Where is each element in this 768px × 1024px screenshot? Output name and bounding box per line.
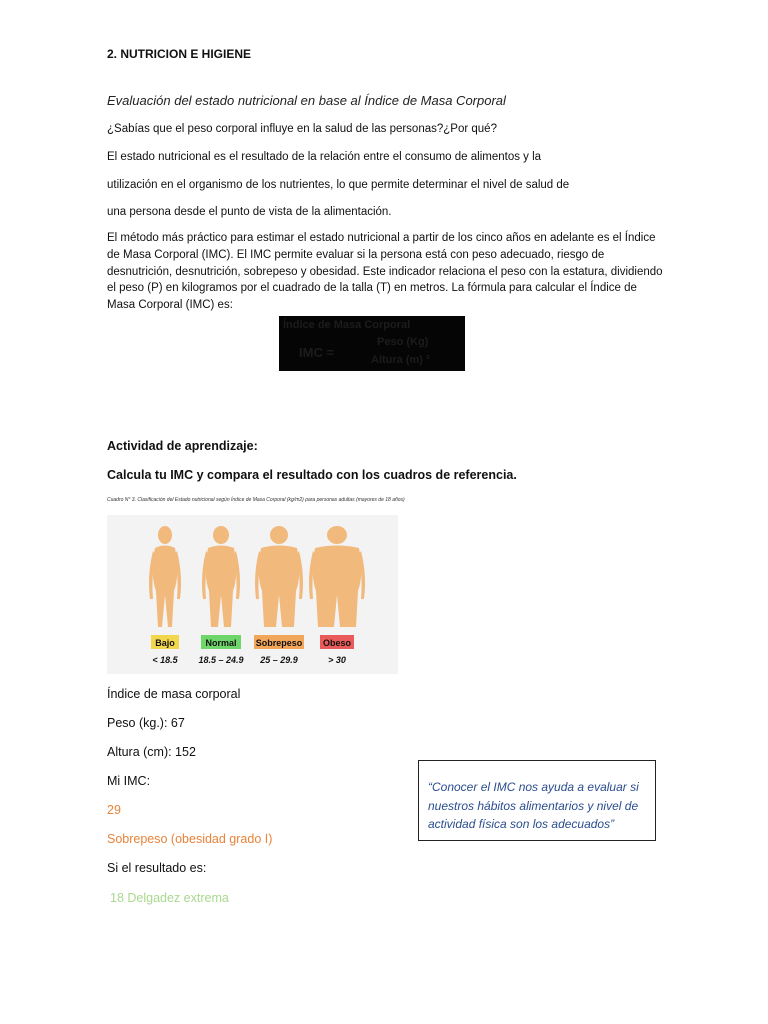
body-line-3: una persona desde el punto de vista de la alimentación. bbox=[107, 206, 392, 218]
imc-formula-image bbox=[279, 316, 465, 371]
height-value: Altura (cm): 152 bbox=[107, 745, 196, 759]
badge-label-sobrepeso: Sobrepeso bbox=[255, 638, 303, 648]
formula-denominator: Altura (m) ² bbox=[371, 354, 430, 366]
body-line-1: El estado nutricional es el resultado de la relación entre el consumo de alimentos y la bbox=[107, 151, 542, 163]
section-heading: 2. NUTRICION E HIGIENE bbox=[107, 47, 252, 61]
range-label-sobrepeso: 25 – 29.9 bbox=[260, 655, 298, 665]
range-label-bajo: < 18.5 bbox=[152, 655, 178, 665]
badge-label-normal: Normal bbox=[205, 638, 237, 648]
body-figure-bajo bbox=[149, 526, 181, 627]
intro-question: ¿Sabías que el peso corporal influye en la salud de las personas?¿Por qué? bbox=[107, 123, 497, 135]
if-result-label: Si el resultado es: bbox=[107, 861, 207, 875]
table-caption: Cuadro N° 3. Clasificación del Estado nutricional según Índice de Masa Corporal (kg/m2) para personas adultas (mayores de 18 años) bbox=[107, 497, 405, 503]
formula-lhs: IMC = bbox=[299, 345, 335, 360]
quote-box bbox=[418, 760, 656, 841]
activity-title: Actividad de aprendizaje: bbox=[107, 439, 258, 453]
body-figure-normal bbox=[202, 526, 240, 627]
bmi-classification-image bbox=[107, 515, 398, 674]
badge-label-obeso: Obeso bbox=[322, 638, 352, 648]
body-figure-obeso bbox=[309, 526, 365, 627]
method-paragraph: El método más práctico para estimar el estado nutricional a partir de los cinco años en adelante es el Índice de Masa Corporal (IMC). El IMC permite evaluar si la persona está con peso adecuado, riesgo de desnutrición, desnutrición, sobrepeso y obesidad. Este indicador relaciona el peso con la estatura, dividiendo el peso (P) en kilogramos por el cuadrado de la talla (T) en metros. La fórmula para calcular el Índice de Masa Corporal (IMC) es: bbox=[107, 232, 663, 312]
imc-result-category: Sobrepeso (obesidad grado I) bbox=[107, 832, 273, 846]
quote-text: “Conocer el IMC nos ayuda a evaluar si nuestros hábitos alimentarios y nivel de actividad física son los adecuados” bbox=[428, 780, 639, 831]
my-imc-label: Mi IMC: bbox=[107, 774, 151, 788]
weight-value: Peso (kg.): 67 bbox=[107, 716, 185, 730]
bmi-body-figures bbox=[107, 515, 398, 674]
badge-label-bajo: Bajo bbox=[155, 638, 175, 648]
formula-numerator: Peso (Kg) bbox=[377, 336, 429, 348]
activity-instruction: Calcula tu IMC y compara el resultado con los cuadros de referencia. bbox=[107, 468, 517, 482]
result-option-extreme-thinness: 18 Delgadez extrema bbox=[110, 891, 229, 905]
body-line-2: utilización en el organismo de los nutrientes, lo que permite determinar el nivel de salud de bbox=[107, 179, 570, 191]
form-title: Índice de masa corporal bbox=[107, 687, 241, 701]
my-imc-value: 29 bbox=[107, 803, 121, 817]
body-figure-sobrepeso bbox=[255, 526, 303, 627]
range-label-normal: 18.5 – 24.9 bbox=[198, 655, 244, 665]
range-label-obeso: > 30 bbox=[328, 655, 346, 665]
section-subtitle: Evaluación del estado nutricional en base al Índice de Masa Corporal bbox=[107, 93, 506, 108]
formula-title: Índice de Masa Corporal bbox=[283, 319, 411, 331]
